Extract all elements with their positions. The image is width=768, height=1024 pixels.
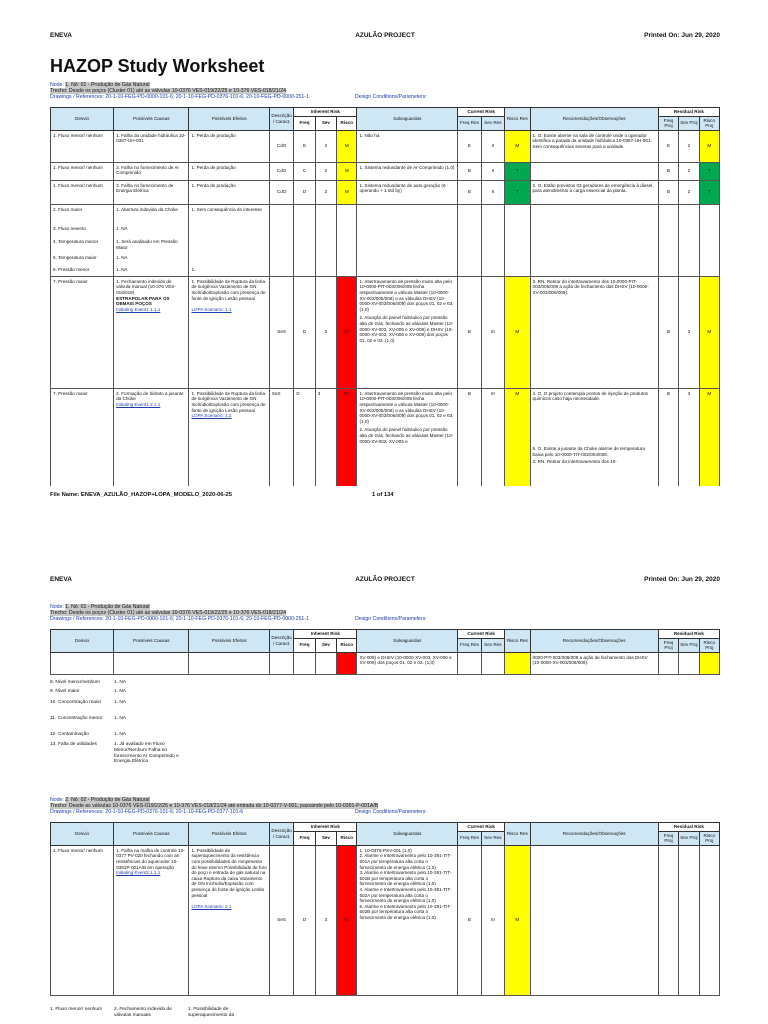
risk-badge: M (505, 845, 530, 995)
page-title: HAZOP Study Worksheet (50, 56, 265, 76)
node-drawings: Drawings / References: 20-1-10-FEG-PD-0000-101-6; 20-1-10-FEG-PD-0376-101-6; 20-10-FEG-PD-0000-251-1 (50, 94, 309, 100)
col-efeitos: Possíveis Efeitos (189, 108, 269, 131)
node-label: Node: (50, 82, 64, 88)
lopa-scenario-link[interactable]: LOPA Scenario: 2.1 (191, 904, 232, 910)
table-row: 1. Fluxo menor/ nenhum 2. Falha no fornecimento de Ar Comprimido 1. Perda de produção CdO C 2 M 1. Sistema redundante de Ar Comprimido (1,0) B II T B 2 T (51, 162, 720, 180)
page-header (50, 576, 720, 586)
table-row: 6. Pressão menor 1. NA 1. (51, 265, 720, 276)
table-row: 3. Fluxo reverso 1. NA (51, 224, 720, 237)
hazop-table-node1 (50, 107, 720, 486)
node2-info: Node: 2. Nó: 02 - Produção de Gás Natural Trecho: Desde as válvulas 10-0376 VES-019/22/25 e 10-376 VES-018/21/24 até entrada do 10-0377-V-001, passando pelo 10-0391-P-001A/B Drawings / References: 20-1-10-FEG-PD-0376-101-6; 20-1-10-FEG-PD-0377-101-6 Design Conditions/Parameters: (50, 797, 427, 815)
lopa-scenario-link[interactable]: LOPA Scenario: 1.2 (191, 413, 232, 419)
risk-badge: M (699, 130, 719, 162)
project-name: AZULÃO PROJECT (355, 576, 415, 583)
risk-badge: T (699, 180, 719, 204)
worksheet-page-2: ENEVA AZULÃO PROJECT Printed On: Jun 29, 2020 Node: 1. Nó: 01 - Produção de Gás Natural Trecho: Desde os poços (Cluster 01) até as válvulas 10-0376 VES-019/22/25 e 10-376 VES-018/21/24 Drawings / References: 20-1-10-FEG-PD-0000-101-6; 20-1-10-FEG-PD-0376-101-6; 20-10-FEG-PD-0000-251-1 Design Conditions/Parameters: Desvio Possíveis Causas Possíveis Efeitos Descrição / Caract. Inherent Risk Salvaguardas Current Risk Risco Res Recomendações/Observações Residual Risk Freq Sev Risco Freq Res Sev Res Freq Proj Sev Proj Risco Proj XV-008) e DHSV (10-0000-XV-003, XV-006 e XV-009) dos poços 01, 02 e 03. (1,0) 0000-PIT-003/006/009 a ação de fechamento das DHSV (10-0000-XV-003/006/009). 8. Nível menor/nenhum 1. NA 9. Nível maior 1. NA 10. Concentração maior 1. NA 11. Concentração menor 1. NA 12. Contaminação 1. NA 13. Falta de utilidades 1. Já avaliado em Fluxo Menor/Nenhum Falha no fornecimento Ar Comprimido e Energia Elétrica Node: 2. Nó: 02 - Produção de Gás Natural Trecho: Desde as válvulas 10-0376 VES-019/22/25 e 10-376 VES-018/21/24 até entrada do 10-0377-V-001, passando pelo 10-0391-P-001A/B Drawings / References: 20-1-10-FEG-PD-0376-101-6; 20-1-10-FEG-PD-0377-101-6 Design Conditions/Parameters: Desvio Possíveis Causas Possíveis Efeitos Descrição / Caract. Inherent Risk Salvaguardas Current Risk Risco Res Recomendações/Observações Residual Risk Freq Sev Risco Freq Res Sev Res Freq Proj Sev Proj Risco Proj 1. Fluxo menor/ nenhum 1. Falha na malha de controle 10-0377 PV-020 fechando com as resistências do aquecedor 10-0391P-001A/B em operação Initiating Event2.1.1.1 1. Possibilidade de superaquecimento da resistência com possibilidades de rompimento do feixe interno Possibilidade de furo do poço e entrada de gás natural na caixa Ruptura da caixa Vazamento de GN Incêndio/Explosão com presença de fonte de ignição Lesão pessoal LOPA Scenario: 2.1 SeS D 3 NT 1. 10-0376-PSV-001 (1,0) 2. Alarme e Intertravamento pelo 10-391-TIT-501A por temperatura alta corta o fornecimento de energia elétrica (1,0) 3. Alarme e Intertravamento pelo 10-391-TIT-501B por temperatura alta corta o fornecimento de energia elétrica (1,0) 4. Alarme e Intertravamento pelo 10-391-TIT-502A por temperatura alta corta o fornecimento de energia elétrica (1,0) 5. Alarme e Intertravamento pelo 10-391-TIT-502B por temperatura alta corta o fornecimento de energia elétrica (1,0) B III M 1. Fluxo menor/ nenhum 2. Fechamento indevido de válvulas manuais 1. Possibilidade de superaquecimento da (50, 576, 720, 1018)
col-sev-res: Sev Res (481, 116, 504, 130)
table-row: 5. Temperatura maior 1. NA (51, 253, 720, 265)
risk-badge: NT (337, 845, 357, 995)
col-freq: Freq (294, 116, 315, 130)
risk-badge: NT (337, 276, 357, 388)
risk-badge: T (505, 162, 530, 180)
col-inherent: Inherent Risk (294, 108, 357, 117)
col-sev-proj: Sev Proj (679, 116, 699, 130)
lopa-scenario-link[interactable]: LOPA Scenario: 1.1 (191, 307, 232, 313)
page-header (50, 32, 720, 42)
risk-badge: M (505, 388, 530, 486)
col-descricao: Descrição / Caract. (269, 108, 293, 131)
risk-badge: T (505, 180, 530, 204)
table-row: 7. Pressão maior 1. Fechamento indevido de válvula manual (10-376 VES-018/019) ESTRAPOLAR PARA OS DEMAIS POÇOS Initiating Event1.1.1.1 1. Possibilidade de Ruptura da linha de surgência Vazamento de GN Incêndio/Explosão com presença de fonte de ignição Lesão pessoal LOPA Scenario: 1.1 SeS D 3 NT 1. Intertravamento de pressão muito alta pelo 10-0000-PIT-003/006/009 fecha respectivamente a válvula Master (10-0000-XV-002/005/008) e as válvulas DHSV (10-0000-XV-003/006/009) dos poços 01, 02 e 03. (1,0) 2. Atuação do painel hidráulico por pressão alta de Gás, fechando as válvulas Master (10-0000-XV-002, XV-005 e XV-008) e DHSV (10-0000-XV-003, XV-006 e XV-009) dos poços 01, 02 e 03. (1,0) B III M 3. RN. Retirar do intertravamento dos 10-0000-PIT-003/006/009 a ação de fechamento das DHSV (10-0000-XV-003/006/009). B 3 M (51, 276, 720, 388)
node-info: Node: 1. Nó: 01 - Produção de Gás Natural Trecho: Desde os poços (Cluster 01) até as válvulas 10-0376 VES-019/22/25 e 10-376 VES-018/21/24 Drawings / References: 20-1-10-FEG-PD-0000-101-6; 20-1-10-FEG-PD-0376-101-6; 20-10-FEG-PD-0000-251-1 Design Conditions/Parameters: (50, 604, 427, 622)
initiating-event-link[interactable]: Initiating Event1.2.1.1 (116, 401, 161, 407)
risk-badge: M (337, 130, 357, 162)
file-name: File Name: ENEVA_AZULÃO_HAZOP+LOPA_MODELO_2020-06-25 (50, 492, 232, 498)
initiating-event-link[interactable]: Initiating Event2.1.1.1 (116, 870, 161, 876)
col-salvaguardas: Salvaguardas (357, 108, 458, 131)
project-name: AZULÃO PROJECT (355, 32, 415, 39)
col-freq-res: Freq Res (458, 116, 481, 130)
table-row: 1. Fluxo menor/ nenhum 1. Falha na malha de controle 10-0377 PV-020 fechando com as resistências do aquecedor 10-0391P-001A/B em operação Initiating Event2.1.1.1 1. Possibilidade de superaquecimento da resistência com possibilidades de rompimento do feixe interno Possibilidade de furo do poço e entrada de gás natural na caixa Ruptura da caixa Vazamento de GN Incêndio/Explosão com presença de fonte de ignição Lesão pessoal LOPA Scenario: 2.1 SeS D 3 NT 1. 10-0376-PSV-001 (1,0) 2. Alarme e Intertravamento pelo 10-391-TIT-501A por temperatura alta corta o fornecimento de energia elétrica (1,0) 3. Alarme e Intertravamento pelo 10-391-TIT-501B por temperatura alta corta o fornecimento de energia elétrica (1,0) 4. Alarme e Intertravamento pelo 10-391-TIT-502A por temperatura alta corta o fornecimento de energia elétrica (1,0) 5. Alarme e Intertravamento pelo 10-391-TIT-502B por temperatura alta corta o fornecimento de energia elétrica (1,0) B III M (51, 845, 720, 995)
company-name: ENEVA (50, 576, 72, 583)
risk-badge: M (699, 388, 719, 486)
node-info (50, 82, 427, 100)
design-conditions: Design Conditions/Parameters: (355, 94, 427, 100)
printed-date: Printed On: Jun 29, 2020 (644, 576, 720, 583)
page-number: 1 of 134 (372, 492, 394, 498)
col-causas: Possíveis Causas (114, 108, 189, 131)
printed-date: Printed On: Jun 29, 2020 (644, 32, 720, 39)
risk-badge: M (505, 276, 530, 388)
initiating-event-link[interactable]: Initiating Event1.1.1.1 (116, 306, 161, 312)
table-row: 4. Temperatura menor 1. Será analisado em Pressão Maior (51, 237, 720, 253)
table-row: XV-008) e DHSV (10-0000-XV-003, XV-006 e XV-009) dos poços 01, 02 e 03. (1,0) 0000-PIT-003/006/009 a ação de fechamento das DHSV (10-0000-XV-003/006/009). (51, 652, 720, 674)
col-current: Current Risk (458, 108, 505, 117)
col-risco: Risco (337, 116, 357, 130)
col-freq-proj: Freq Proj (658, 116, 678, 130)
hazop-table-node1-cont: Desvio Possíveis Causas Possíveis Efeitos Descrição / Caract. Inherent Risk Salvaguardas Current Risk Risco Res Recomendações/Observações Residual Risk Freq Sev Risco Freq Res Sev Res Freq Proj Sev Proj Risco Proj XV-008) e DHSV (10-0000-XV-003, XV-006 e XV-009) dos poços 01, 02 e 03. (1,0) 0000-PIT-003/006/009 a ação de fechamento das DHSV (10-0000-XV-003/006/009). (50, 629, 720, 675)
risk-badge: M (699, 276, 719, 388)
risk-badge: M (337, 162, 357, 180)
table-row: 2. Fluxo maior 1. Abertura indevida da Choke 1. Sem consequência de interesse (51, 204, 720, 224)
col-sev: Sev (315, 116, 336, 130)
risk-badge: M (505, 130, 530, 162)
col-recomendacoes: Recomendações/Observações (530, 108, 658, 131)
risk-badge: NT (337, 388, 357, 486)
col-risco-proj: Risco Proj (699, 116, 719, 130)
node-value: 1. Nó: 01 - Produção de Gás Natural (65, 82, 150, 88)
company-name: ENEVA (50, 32, 72, 39)
risk-badge: T (699, 162, 719, 180)
risk-badge: M (337, 180, 357, 204)
col-desvio: Desvio (51, 108, 114, 131)
node-trecho: Trecho: Desde os poços (Cluster 01) até as válvulas 10-0376 VES-019/22/25 e 10-376 VES-018/21/24 (50, 88, 286, 94)
table-row: 1. Fluxo menor/ nenhum 1. Falha da unidade hidráulica 10-0387-UH-001 1. Perda de produção CdO E 2 M 1. Não há E II M 1. O. Existe alarme na sala de controle onde o operador identifica a parada da unidade hidráulica 10-0387-UH-001. Sem consequências severas para a unidade. E 2 M (51, 130, 720, 162)
table-row: 1. Fluxo menor/ nenhum 3. Falha no fornecimento de Energia Elétrica 1. Perda de produção CdO D 2 M 1. Sistema redundante de auto geração (6 operando + 1 std by) B II T 2. O. Estão previstos 03 geradores de emergência à diesel, para atendimento a carga essencial da planta. B 2 T (51, 180, 720, 204)
hazop-table-node2: Desvio Possíveis Causas Possíveis Efeitos Descrição / Caract. Inherent Risk Salvaguardas Current Risk Risco Res Recomendações/Observações Residual Risk Freq Sev Risco Freq Res Sev Res Freq Proj Sev Proj Risco Proj 1. Fluxo menor/ nenhum 1. Falha na malha de controle 10-0377 PV-020 fechando com as resistências do aquecedor 10-0391P-001A/B em operação Initiating Event2.1.1.1 1. Possibilidade de superaquecimento da resistência com possibilidades de rompimento do feixe interno Possibilidade de furo do poço e entrada de gás natural na caixa Ruptura da caixa Vazamento de GN Incêndio/Explosão com presença de fonte de ignição Lesão pessoal LOPA Scenario: 2.1 SeS D 3 NT 1. 10-0376-PSV-001 (1,0) 2. Alarme e Intertravamento pelo 10-391-TIT-501A por temperatura alta corta o fornecimento de energia elétrica (1,0) 3. Alarme e Intertravamento pelo 10-391-TIT-501B por temperatura alta corta o fornecimento de energia elétrica (1,0) 4. Alarme e Intertravamento pelo 10-391-TIT-502A por temperatura alta corta o fornecimento de energia elétrica (1,0) 5. Alarme e Intertravamento pelo 10-391-TIT-502B por temperatura alta corta o fornecimento de energia elétrica (1,0) B III M (50, 822, 720, 996)
col-residual: Residual Risk (658, 108, 719, 117)
col-risco-res: Risco Res (505, 108, 530, 131)
table-row: 7. Pressão maior 2. Formação de hidrato a jusante da Choke Initiating Event1.2.1.1 1. Possibilidade de Ruptura da linha de surgência Vazamento de GN Incêndio/Explosão com presença de fonte de ignição Lesão pessoal LOPA Scenario: 1.2 SeS D 3 NT 1. Intertravamento de pressão muito alta pelo 10-0000-PIT-003/006/009 fecha respectivamente a válvula Master (10-0000-XV-002/005/008) e as válvulas DHSV (10-0000-XV-003/006/009) dos poços 01, 02 e 03. (1,0) 2. Atuação do painel hidráulico por pressão alta de Gás, fechando as válvulas Master (10-0000-XV-002, XV-005 e B III M 4. O. O projeto contempla pontos de injeção de produtos químicos caso haja necessidade. 5. O. Existe a jusante da Choke alarme de temperatura baixa pelo 10-0000-TIT-002/004/006. 3. RN. Retirar do intertravamento dos 10- B 3 M (51, 388, 720, 486)
